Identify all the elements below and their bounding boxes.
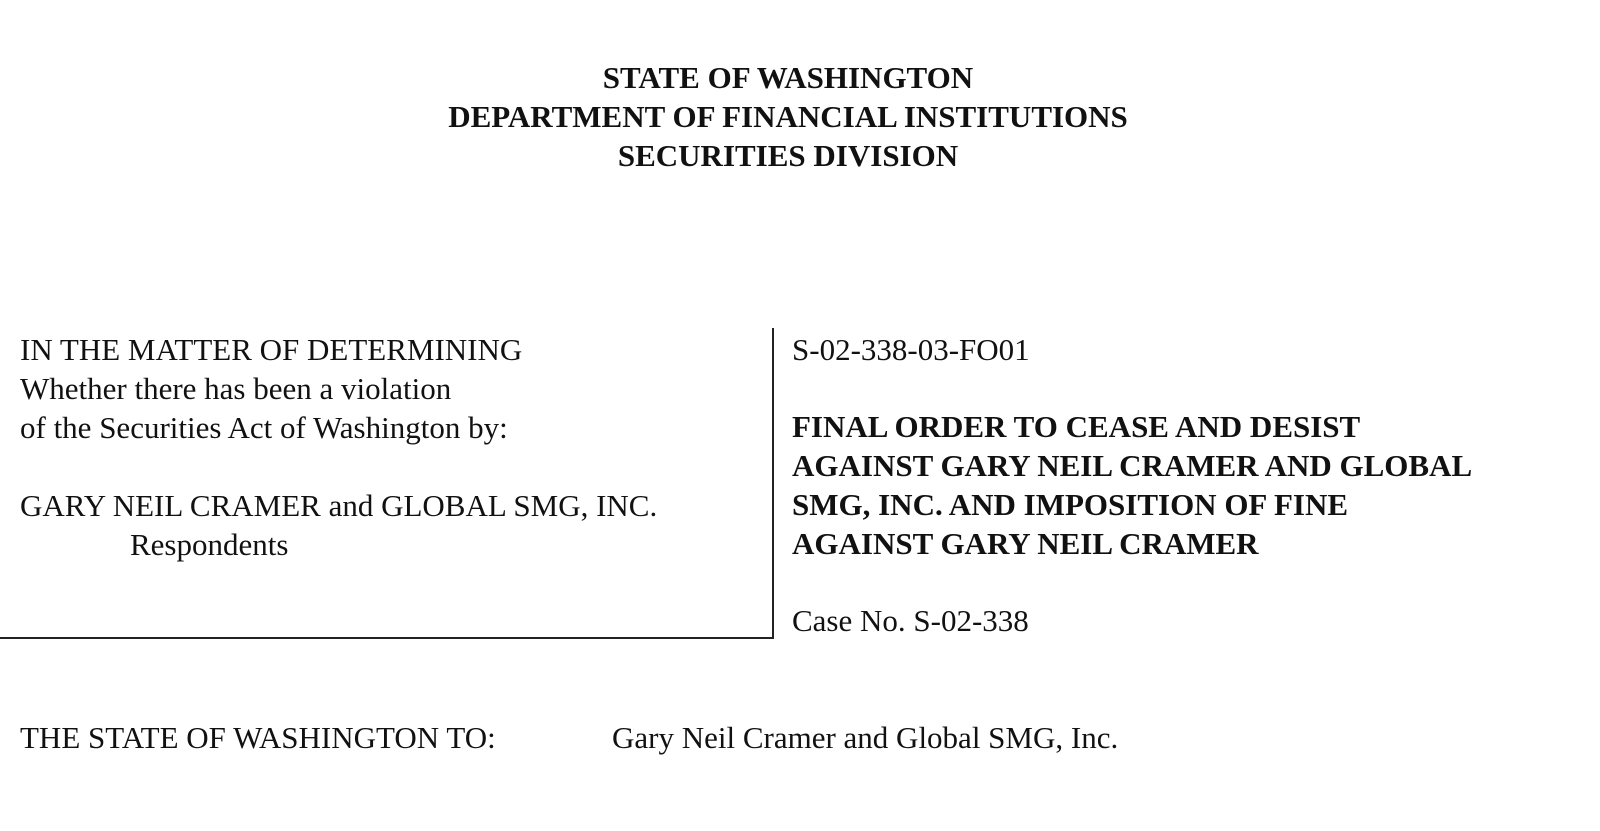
order-number: S-02-338-03-FO01 bbox=[792, 332, 1030, 367]
case-caption-right bbox=[792, 330, 1472, 640]
respondents-label: Respondents bbox=[130, 527, 289, 562]
address-recipients: Gary Neil Cramer and Global SMG, Inc. bbox=[612, 720, 1119, 755]
order-title-line: FINAL ORDER TO CEASE AND DESIST bbox=[792, 409, 1361, 444]
case-number: Case No. S-02-338 bbox=[792, 603, 1029, 638]
matter-line-2: Whether there has been a violation bbox=[20, 371, 452, 406]
department-name: DEPARTMENT OF FINANCIAL INSTITUTIONS bbox=[448, 99, 1128, 134]
caption-spacer bbox=[20, 447, 657, 486]
caption-spacer bbox=[792, 369, 1472, 407]
address-line bbox=[20, 718, 1119, 757]
respondents-names: GARY NEIL CRAMER and GLOBAL SMG, INC. bbox=[20, 488, 658, 523]
caption-divider-horizontal bbox=[0, 637, 774, 639]
case-caption-left bbox=[20, 330, 657, 564]
matter-line-3: of the Securities Act of Washington by: bbox=[20, 410, 508, 445]
caption-spacer bbox=[792, 563, 1472, 601]
order-title-line: AGAINST GARY NEIL CRAMER bbox=[792, 526, 1259, 561]
order-title-line: AGAINST GARY NEIL CRAMER AND GLOBAL bbox=[792, 448, 1473, 483]
division-name: SECURITIES DIVISION bbox=[617, 138, 959, 173]
caption-divider-vertical bbox=[772, 328, 774, 639]
agency-header bbox=[0, 58, 1576, 175]
order-title-line: SMG, INC. AND IMPOSITION OF FINE bbox=[792, 487, 1349, 522]
address-label: THE STATE OF WASHINGTON TO: bbox=[20, 720, 496, 755]
order-title bbox=[792, 407, 1472, 563]
state-name: STATE OF WASHINGTON bbox=[602, 60, 974, 95]
matter-line-1: IN THE MATTER OF DETERMINING bbox=[20, 332, 523, 367]
